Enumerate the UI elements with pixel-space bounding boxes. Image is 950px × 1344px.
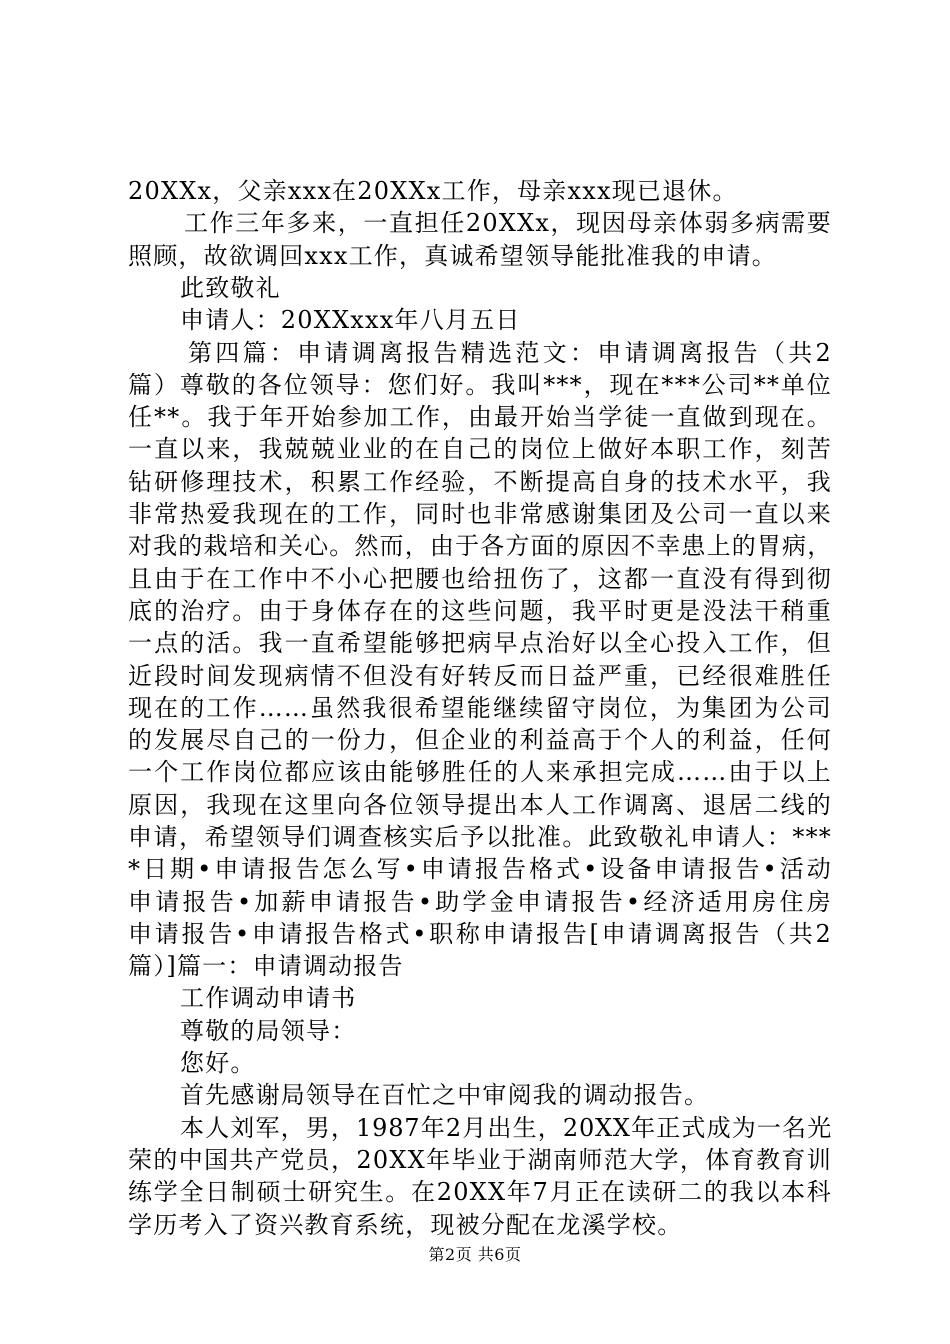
text-line: 尊敬的局领导： [180, 1017, 357, 1045]
text-line: 近段时间发现病情不但没有好转反而日益严重，已经很难胜任 [128, 662, 832, 690]
text-line: 原因，我现在这里向各位领导提出本人工作调离、退居二线的 [128, 791, 832, 819]
text-line: 任**。我于年开始参加工作，由最开始当学徒一直做到现在。 [128, 403, 832, 431]
text-line: 钻研修理技术，积累工作经验，不断提高自身的技术水平，我 [128, 468, 832, 496]
text-line: 篇）尊敬的各位领导：您们好。我叫***，现在***公司**单位 [128, 371, 832, 399]
text-line: 对我的栽培和关心。然而，由于各方面的原因不幸患上的胃病， [128, 532, 832, 560]
text-line: 此致敬礼 [180, 274, 281, 302]
text-line: 本人刘军，男，1987年2月出生，20XX年正式成为一名光 [180, 1114, 832, 1142]
text-line: 现在的工作……虽然我很希望能继续留守岗位，为集团为公司 [128, 694, 832, 722]
text-line: 第四篇：申请调离报告精选范文：申请调离报告（共2 [188, 339, 832, 367]
text-line: 练学全日制硕士研究生。在20XX年7月正在读研二的我以本科 [128, 1178, 832, 1206]
page-footer: 第2页 共6页 [428, 1245, 522, 1264]
text-line: 荣的中国共产党员，20XX年毕业于湖南师范大学，体育教育训 [128, 1146, 832, 1174]
text-line: 且由于在工作中不小心把腰也给扭伤了，这都一直没有得到彻 [128, 565, 832, 593]
text-line: 一个工作岗位都应该由能够胜任的人来承担完成……由于以上 [128, 758, 832, 786]
text-line: 申请人：20XXxxx年八月五日 [180, 306, 521, 334]
text-line: 工作调动申请书 [180, 984, 357, 1012]
text-line: 申请报告•申请报告格式•职称申请报告[申请调离报告（共2 [128, 920, 832, 948]
text-line: 学历考入了资兴教育系统，现被分配在龙溪学校。 [128, 1211, 683, 1239]
text-line: 申请，希望领导们调查核实后予以批准。此致敬礼申请人：*** [128, 823, 832, 851]
text-line: 的发展尽自己的一份力，但企业的利益高于个人的利益，任何 [128, 726, 832, 754]
text-line: 非常热爱我现在的工作，同时也非常感谢集团及公司一直以来 [128, 500, 832, 528]
text-line: 首先感谢局领导在百忙之中审阅我的调动报告。 [180, 1081, 710, 1109]
text-line: *日期•申请报告怎么写•申请报告格式•设备申请报告•活动 [128, 855, 832, 883]
text-line: 一直以来，我兢兢业业的在自己的岗位上做好本职工作，刻苦 [128, 435, 832, 463]
text-line: 20XXx，父亲xxx在20XXx工作，母亲xxx现已退休。 [128, 177, 738, 205]
text-line: 底的治疗。由于身体存在的这些问题，我平时更是没法干稍重 [128, 597, 832, 625]
text-line: 工作三年多来，一直担任20XXx，现因母亲体弱多病需要 [184, 209, 832, 237]
text-line: 一点的活。我一直希望能够把病早点治好以全心投入工作，但 [128, 629, 832, 657]
text-line: 篇）]篇一：申请调动报告 [128, 952, 404, 980]
text-line: 您好。 [180, 1049, 256, 1077]
text-line: 申请报告•加薪申请报告•助学金申请报告•经济适用房住房 [128, 888, 832, 916]
text-line: 照顾，故欲调回xxx工作，真诚希望领导能批准我的申请。 [128, 242, 778, 270]
